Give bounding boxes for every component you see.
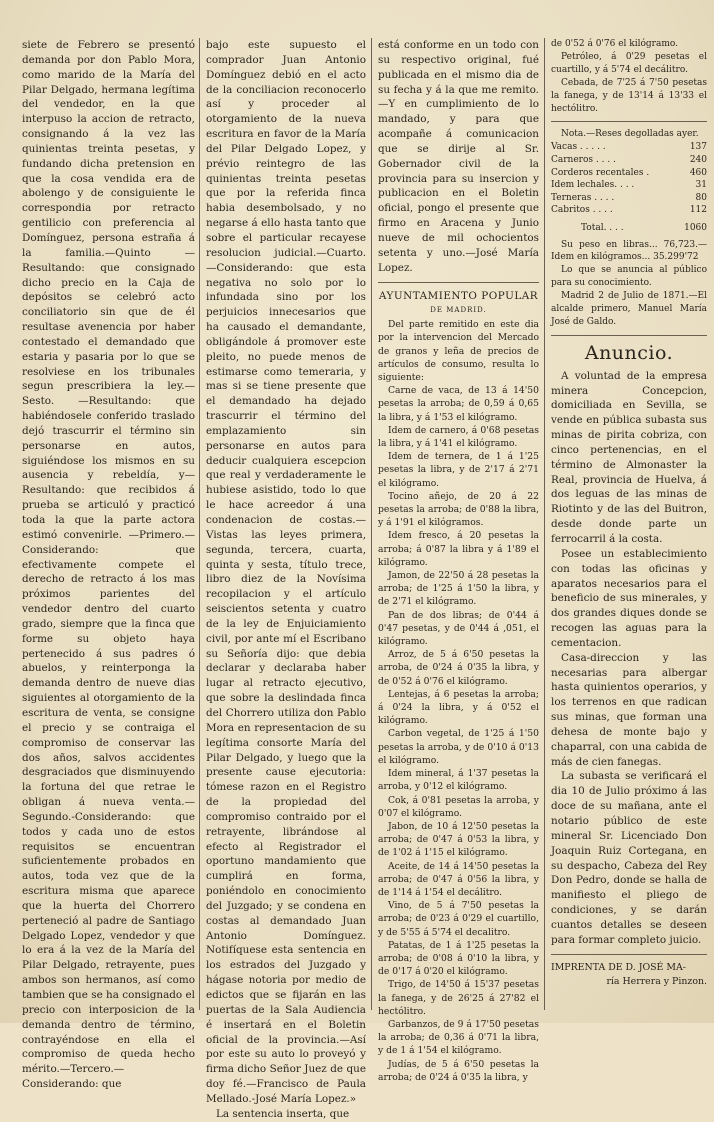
row-value: 460 xyxy=(689,167,707,178)
table-row xyxy=(551,179,707,192)
weight-line: Lo que se anuncia al público para su conocimiento. xyxy=(551,265,707,289)
section-divider xyxy=(378,282,539,283)
row-label: Idem lechales. . . . xyxy=(551,180,635,191)
signature-line: Madrid 2 de Julio de 1871.—El alcalde primero, Manuel María José de Galdo. xyxy=(551,291,707,327)
total-row xyxy=(551,217,707,235)
row-value: 240 xyxy=(689,154,707,165)
total-label: Total. . . . xyxy=(581,222,624,233)
ayuntamiento-subheading: DE MADRID. xyxy=(430,306,487,315)
table-row xyxy=(551,154,707,167)
row-label: Cabritos . . . . xyxy=(551,205,613,216)
column-divider xyxy=(544,38,545,1010)
price-item: Idem de carnero, á 0'68 pesetas la libra, y á 1'41 el kilógramo. xyxy=(378,424,539,450)
printer-imprint: IMPRENTA DE D. JOSÉ MA- xyxy=(551,961,686,973)
price-item: Patatas, de 1 á 1'25 pesetas la arroba; de 0'08 á 0'10 la libra, y de 0'17 á 0'20 el kilógramo. xyxy=(378,939,539,978)
price-item: de 0'52 á 0'76 el kilógramo. xyxy=(551,39,678,49)
sentence-closing: La sentencia inserta, que xyxy=(216,1107,350,1120)
column-4 xyxy=(551,38,707,1013)
price-item: Idem mineral, á 1'37 pesetas la arroba, y 0'12 el kilógramo. xyxy=(378,768,539,793)
price-list xyxy=(378,318,539,1084)
section-divider xyxy=(551,121,707,122)
row-label: Carneros . . . . xyxy=(551,154,616,165)
column-divider xyxy=(371,38,372,1010)
price-item: Carne de vaca, de 13 á 14'50 pesetas la arroba; de 0,59 á 0,65 la libra, y á 1'53 el kilógramo. xyxy=(378,385,539,423)
price-item: Judías, de 5 á 6'50 pesetas la arroba; de 0'24 á 0'35 la libra, y xyxy=(378,1058,539,1083)
row-value: 31 xyxy=(695,180,707,191)
price-item: Petróleo, á 0'29 pesetas el cuartillo, y á 5'74 el decálitro. xyxy=(551,51,707,75)
anuncio-paragraph: Posee un establecimiento con todas las oficinas y aparatos necesarios para el beneficio de sus minerales, y dos grandes diques donde se recogen las aguas para la cementacion. xyxy=(551,547,707,649)
price-item: Carbon vegetal, de 1'25 á 1'50 pesetas la arroba, y de 0'10 á 0'13 el kilógramo. xyxy=(378,728,539,766)
price-item: Idem de ternera, de 1 á 1'25 pesetas la libra, y de 2'17 á 2'71 el kilógramo. xyxy=(378,451,539,489)
anuncio-title: Anuncio. xyxy=(584,341,674,364)
nota-title: Nota.—Reses degolladas ayer. xyxy=(561,129,699,140)
price-item: Vino, de 5 á 7'50 pesetas la arroba; de 0'23 á 0'29 el cuartillo, y de 5'55 á 5'74 el decalitro. xyxy=(378,900,539,938)
price-list-intro: Del parte remitido en este dia por la intervencion del Mercado de granos y leña de precios de artículos de consumo, resulta lo siguiente: xyxy=(378,319,539,383)
row-label: Vacas . . . . . xyxy=(551,142,606,153)
column-divider xyxy=(199,38,200,1010)
table-row xyxy=(551,167,707,180)
row-value: 137 xyxy=(689,142,707,153)
anuncio-paragraph: La subasta se verificará el dia 10 de Julio próximo á las doce de su mañana, ante el notario público de este mineral Sr. Licenciado Don Joaquin Ruiz Cortegana, en su despacho, Cabeza del Rey Don Pedro, donde se halla de manifiesto el pliego de condiciones, y se darán cuantos detalles se deseen para formar completo juicio. xyxy=(551,770,707,946)
price-item: Cok, á 0'81 pesetas la arroba, y 0'07 el kilógramo. xyxy=(378,794,539,819)
price-item: Jabon, de 10 á 12'50 pesetas la arroba; de 0'47 á 0'53 la libra, y de 1'02 á 1'15 el kilógramo. xyxy=(378,820,539,859)
anuncio-paragraph: A voluntad de la empresa minera Concepcion, domiciliada en Sevilla, se vende en pública subasta sus minas de pirita cobriza, con cinco pertenencias, en el término de Almonaster la Real, provincia de Huelva, á dos leguas de las minas de Riotinto y de las del Buitron, desde donde parte un ferrocarril á la costa. xyxy=(551,369,707,545)
column-2-sentence-text xyxy=(206,38,366,1120)
table-row xyxy=(551,141,707,154)
certification-paragraph: está conforme en un todo con su respectivo original, fué publicada en el mismo dia de su fecha y á la que me remito.—Y en cumplimiento de lo mandado, y para que acompañe á comunicacion que se dirije al Sr. Gobernador civil de la provincia para su insercion y publicacion en el Boletin oficial, pongo el presente que firmo en Aracena y Junio nueve de mil ochocientos setenta y uno.—José María Lopez. xyxy=(378,39,539,274)
price-item: Arroz, de 5 á 6'50 pesetas la arroba, de 0'24 á 0'35 la libra, y de 0'52 á 0'76 el kilógramo. xyxy=(378,649,539,687)
table-row xyxy=(551,192,707,205)
price-item: Lentejas, á 6 pesetas la arroba; á 0'24 la libra, y á 0'52 el kilógramo. xyxy=(378,688,539,727)
price-list-continued xyxy=(551,38,707,115)
total-value: 1060 xyxy=(684,222,707,233)
price-item: Cebada, de 7'25 á 7'50 pesetas la fanega, y de 13'14 á 13'33 el hectólitro. xyxy=(551,77,707,114)
column-1-sentence-text xyxy=(22,38,195,1091)
row-value: 80 xyxy=(695,192,707,203)
sentence-paragraph: siete de Febrero se presentó demanda por don Pablo Mora, como marido de la María del Pilar Delgado, hermana legítima del vendedor, en la que interpuso la accion de retracto, consignando á la vez las quinientas treinta pesetas, y fundando dicha pretension en que la cosa vendida era de abolengo y de consiguiente le correspondia por retracto gentilicio con preferencia al Domínguez, persona estraña á la familia.—Quinto —Resultando: que consignado dicho precio en la Caja de depósitos se celebró acto conciliatorio sin que de él resultase avenencia por haber contestado el demandado que estaria y pasaria por lo que se resolviese en los tribunales segun prescribiera la ley.—Sesto. —Resultando: que habiéndosele conferido traslado dejó trascurrir el término sin personarse en autos, siguiéndose los mismos en su ausencia y rebeldía, y—Resultando: que recibidos á prueba se articuló y practicó toda la que la parte actora estimó convenirle. —Primero.—Considerando: que efectivamente compete el derecho de retracto á los mas próximos parientes del vendedor dentro del cuarto grado, siempre que la finca que forme su objeto haya pertenecido á sus padres ó abuelos, y reinterponga la demanda dentro de nueve dias siguientes al otorgamiento de la escritura de venta, se consigne el precio y se contraiga el compromiso de conservar las dos años, salvos accidentes desgraciados que disminuyendo la fortuna del que retrae le obligan á nueva venta.—Segundo.-Considerando: que todos y cada uno de estos requisitos se encuentran suficientemente probados en autos, toda vez que de la escritura misma que aparece que la huerta del Chorrero perteneció al padre de Santiago Delgado Lopez, vendedor y que lo era á la vez de la María del Pilar Delgado, retrayente, pues ambos son hermanos, así como tambien que se ha consignado el precio con interposicion de la demanda dentro de término, contrayéndose en ella el compromiso de queda hecho mérito.—Tercero.—Considerando: que xyxy=(22,39,195,1091)
price-item: Idem fresco, á 20 pesetas la arroba; á 0'87 la libra y á 1'89 el kilógramo. xyxy=(378,530,539,568)
weight-notes xyxy=(551,239,707,329)
price-item: Trigo, de 14'50 á 15'37 pesetas la fanega, y de 26'25 á 27'82 el hectólitro. xyxy=(378,979,539,1017)
row-label: Terneras . . . . xyxy=(551,192,615,203)
section-divider xyxy=(551,335,707,336)
sentence-paragraph: bajo este supuesto el comprador Juan Antonio Domínguez debió en el acto de la conciliacion reconocerlo así y proceder al otorgamiento de la nueva escritura en favor de la María del Pilar Delgado Lopez, y prévio reintegro de las quinientas treinta pesetas que por la referida finca habia desembolsado, y no negarse á ello hasta tanto que sobre el particular recayese resolucion judicial.—Cuarto. —Considerando: que esta negativa no solo por lo infundada sino por los perjuicios innecesarios que ha causado el demandante, obligándole á promover este pleito, no puede menos de estimarse como temeraria, y mas si se tiene presente que el demandado ha dejado trascurrir el término del emplazamiento sin personarse en autos para deducir cualquiera escepcion que real y verdaderamente le hubiese asistido, todo lo que le hace acreedor á una condenacion de costas.—Vistas las leyes primera, segunda, tercera, cuarta, quinta y sesta, título trece, libro diez de la Novísima recopilacion y el artículo seiscientos setenta y cuatro de la ley de Enjuiciamiento civil, por ante mí el Escribano su Señoría dijo: que debia declarar y declaraba haber lugar al retracto ejecutivo, que sobre la deslindada finca del Chorrero utiliza don Pablo Mora en representacion de su legítima consorte María del Pilar Delgado, y luego que la presente cause ejecutoria: tómese razon en el Registro de la propiedad del compromiso contraido por el retrayente, librándose al efecto al Registrador el oportuno mandamiento que cumplirá en forma, poniéndolo en conocimiento del Juzgado; y se condena en costas al demandado Juan Antonio Domínguez. Notifíquese esta sentencia en los estrados del Juzgado y hágase notoria por medio de edictos que se fijarán en las puertas de la Sala Audiencia é insertará en el Boletin oficial de la provincia.—Así por este su auto lo proveyó y firma dicho Señor Juez de que doy fé.—Francisco de Paula Mellado.-José María Lopez.» xyxy=(206,39,366,1105)
table-row xyxy=(551,204,707,217)
anuncio-paragraph: Casa-direccion y las necesarias para albergar hasta quinientos operarios, y los terrenos en que radican sus minas, que forman una dehesa de monte bajo y chaparral, con una cabida de más de cien fanegas. xyxy=(551,651,707,768)
price-item: Aceite, de 14 á 14'50 pesetas la arroba; de 0'47 á 0'56 la libra, y de 1'14 á 1'54 el decálitro. xyxy=(378,860,539,898)
weight-line: Su peso en libras... 76,723.—Idem en kilógramos... 35.299'72 xyxy=(551,239,707,263)
row-label: Corderos recentales . xyxy=(551,167,650,178)
price-item: Tocino añejo, de 20 á 22 pesetas la arroba; de 0'88 la libra, y á 1'91 el kilógramos. xyxy=(378,490,539,529)
row-value: 112 xyxy=(689,205,707,216)
section-divider xyxy=(551,954,707,955)
price-item: Jamon, de 22'50 á 28 pesetas la arroba; de 1'25 á 1'50 la libra, y de 2'71 el kilógramo. xyxy=(378,570,539,608)
column-3 xyxy=(378,38,539,1083)
ayuntamiento-heading: AYUNTAMIENTO POPULAR xyxy=(378,289,539,302)
price-item: Garbanzos, de 9 á 17'50 pesetas la arroba; de 0,36 á 0'71 la libra, y de 1 á 1'54 el kilógramo. xyxy=(378,1018,539,1057)
price-item: Pan de dos libras; de 0'44 á 0'47 pesetas, y de 0'44 á ,051, el kilógramo. xyxy=(378,609,539,648)
printer-imprint-name: ría Herrera y Pinzon. xyxy=(606,975,707,987)
slaughter-table xyxy=(551,141,707,234)
